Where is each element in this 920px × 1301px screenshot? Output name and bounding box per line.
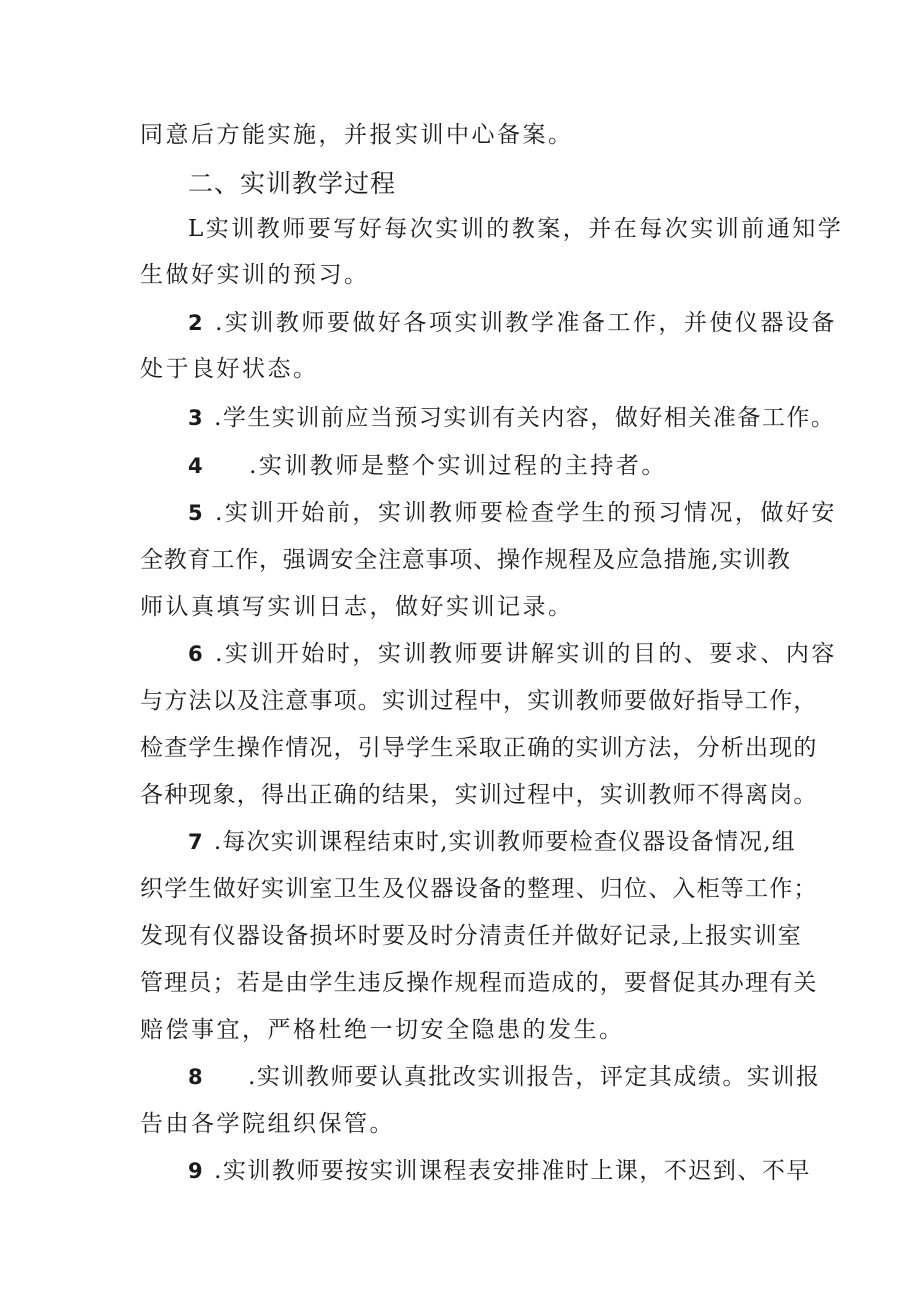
item-5-line-3: 师认真填写实训日志，做好实训记录。 — [140, 594, 574, 620]
section-heading: 二、实训教学过程 — [188, 169, 397, 198]
item-number: 8 — [188, 1065, 205, 1089]
item-number: 9 — [188, 1159, 205, 1183]
item-7-line-3: 发现有仪器设备损坏时要及时分清责任并做好记录,上报实训室 — [140, 923, 802, 949]
item-number: 4 — [188, 454, 206, 478]
item-7-line-5: 赔偿事宜，严格杜绝一切安全隐患的发生。 — [140, 1017, 625, 1043]
item-6-line-2: 与方法以及注意事项。实训过程中，实训教师要做好指导工作， — [140, 688, 818, 714]
item-1-line-2: 生做好实训的预习。 — [140, 262, 370, 288]
item-5-line-1: 5 .实训开始前，实训教师要检查学生的预习情况，做好安 — [188, 500, 837, 526]
item-3-line-1: 3 .学生实训前应当预习实训有关内容，做好相关准备工作。 — [188, 405, 836, 431]
text-line: 同意后方能实施，并报实训中心备案。 — [140, 122, 574, 148]
item-7-line-1: 7 .每次实训课程结束时,实训教师要检查仪器设备情况,组 — [188, 829, 796, 855]
item-number: 7 — [188, 830, 204, 854]
item-7-line-2: 织学生做好实训室卫生及仪器设备的整理、归位、入柜等工作； — [140, 876, 818, 902]
item-8-line-2: 告由各学院组织保管。 — [140, 1111, 395, 1137]
item-2-line-2: 处于良好状态。 — [140, 356, 319, 382]
item-number: 5 — [188, 501, 206, 525]
item-8-line-1: 8 .实训教师要认真批改实训报告，评定其成绩。实训报 — [188, 1064, 821, 1090]
item-2-line-1: 2 .实训教师要做好各项实训教学准备工作，并使仪器设备 — [188, 310, 837, 336]
item-5-line-2: 全教育工作，强调安全注意事项、操作规程及应急措施,实训教 — [140, 547, 791, 573]
item-6-line-1: 6 .实训开始时，实训教师要讲解实训的目的、要求、内容 — [188, 641, 837, 667]
item-number: 2 — [188, 311, 206, 335]
item-9-line-1: 9 .实训教师要按实训课程表安排准时上课，不迟到、不早 — [188, 1158, 811, 1184]
item-6-line-4: 各种现象，得出正确的结果，实训过程中，实训教师不得离岗。 — [140, 782, 818, 808]
item-6-line-3: 检查学生操作情况，引导学生采取正确的实训方法，分析出现的 — [140, 735, 818, 761]
item-number: 3 — [188, 406, 205, 430]
item-7-line-4: 管理员；若是由学生违反操作规程而造成的，要督促其办理有关 — [140, 970, 818, 996]
item-number: 6 — [188, 642, 206, 666]
item-1-line-1: L实训教师要写好每次实训的教案，并在每次实训前通知学 — [188, 216, 844, 242]
item-4-line-1: 4 .实训教师是整个实训过程的主持者。 — [188, 453, 667, 479]
